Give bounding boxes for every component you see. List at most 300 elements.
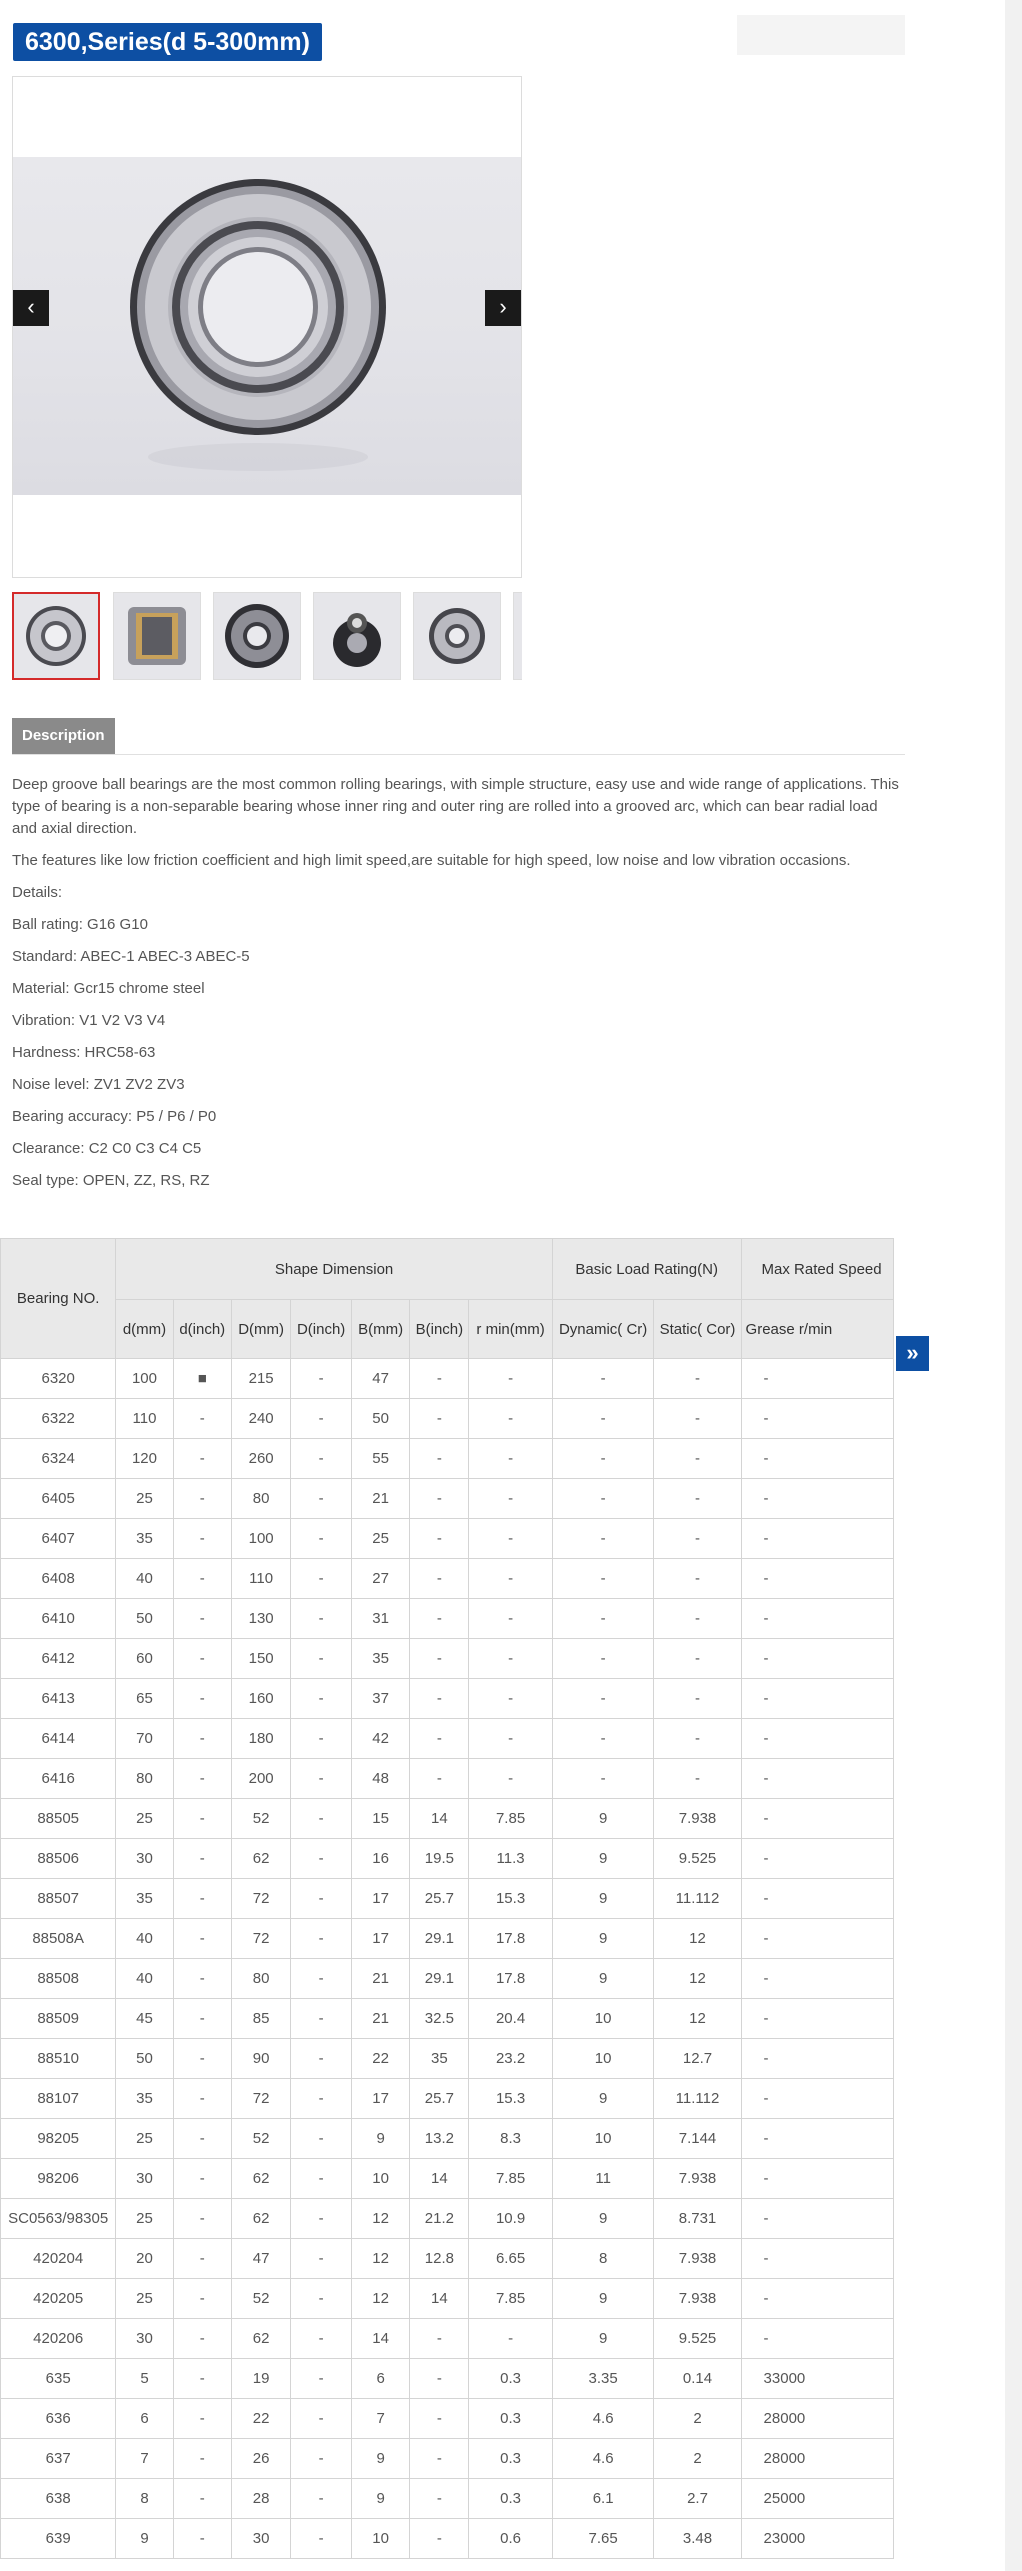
table-cell: 33000 — [741, 2359, 893, 2399]
table-row — [1, 1919, 894, 1959]
table-cell: - — [469, 1559, 552, 1599]
bearing-number-cell: 6410 — [1, 1599, 116, 1639]
table-cell: - — [741, 2199, 893, 2239]
table-cell: 130 — [231, 1599, 290, 1639]
table-row — [1, 2439, 894, 2479]
table-cell: 10 — [552, 2119, 654, 2159]
detail-line: Hardness: HRC58-63 — [12, 1044, 156, 1061]
table-cell: 12 — [654, 1959, 741, 1999]
table-row — [1, 2279, 894, 2319]
table-cell: - — [410, 1759, 469, 1799]
table-row — [1, 2119, 894, 2159]
table-cell: 7.938 — [654, 2239, 741, 2279]
table-cell: 9 — [552, 1799, 654, 1839]
table-cell: - — [173, 1999, 231, 2039]
table-cell: - — [173, 2159, 231, 2199]
product-title: 6300,Series(d 5-300mm) — [13, 23, 322, 61]
table-cell: 30 — [116, 2159, 173, 2199]
table-cell: 31 — [351, 1599, 410, 1639]
table-row — [1, 2039, 894, 2079]
table-cell: 7.938 — [654, 2279, 741, 2319]
spec-table-container[interactable] — [0, 1238, 894, 2559]
column-header: B(mm) — [351, 1300, 410, 1359]
table-cell: - — [291, 1439, 351, 1479]
table-cell: - — [410, 1559, 469, 1599]
table-cell: - — [469, 1519, 552, 1559]
table-row — [1, 1519, 894, 1559]
table-cell: ■ — [173, 1359, 231, 1399]
thumbnail-3[interactable] — [213, 592, 301, 680]
bearing-number-cell: 6405 — [1, 1479, 116, 1519]
table-cell: - — [173, 2479, 231, 2519]
column-header: Static( Cor) — [654, 1300, 741, 1359]
table-cell: - — [741, 2319, 893, 2359]
table-cell: 35 — [116, 1519, 173, 1559]
table-cell: - — [173, 1479, 231, 1519]
column-header: D(inch) — [291, 1300, 351, 1359]
bearing-number-cell: 88107 — [1, 2079, 116, 2119]
bearing-number-cell: 6416 — [1, 1759, 116, 1799]
table-cell: 17 — [351, 1919, 410, 1959]
bearing-number-cell: 98206 — [1, 2159, 116, 2199]
table-cell: - — [291, 1359, 351, 1399]
table-cell: 180 — [231, 1719, 290, 1759]
table-cell: 25.7 — [410, 2079, 469, 2119]
table-cell: - — [291, 2119, 351, 2159]
detail-line: Ball rating: G16 G10 — [12, 916, 148, 933]
table-cell: 9 — [552, 1959, 654, 1999]
tab-bar — [12, 718, 905, 755]
table-cell: 0.3 — [469, 2399, 552, 2439]
table-cell: 9.525 — [654, 2319, 741, 2359]
table-cell: - — [291, 1519, 351, 1559]
gallery-next-arrow[interactable]: › — [485, 290, 521, 326]
table-cell: - — [654, 1679, 741, 1719]
table-cell: 15.3 — [469, 1879, 552, 1919]
table-cell: 9 — [552, 2279, 654, 2319]
table-cell: 7.85 — [469, 1799, 552, 1839]
table-cell: 11.112 — [654, 1879, 741, 1919]
table-cell: - — [173, 1719, 231, 1759]
details-label: Details: — [12, 884, 63, 901]
table-cell: - — [291, 1799, 351, 1839]
header-bearing-no: Bearing NO. — [1, 1239, 116, 1359]
table-cell: - — [173, 1959, 231, 1999]
table-cell: - — [291, 1479, 351, 1519]
table-cell: 30 — [231, 2519, 290, 2559]
detail-line: Bearing accuracy: P5 / P6 / P0 — [12, 1108, 217, 1125]
bearing-number-cell: 420206 — [1, 2319, 116, 2359]
table-row — [1, 2199, 894, 2239]
bearing-number-cell: 635 — [1, 2359, 116, 2399]
table-cell: - — [173, 1599, 231, 1639]
table-cell: - — [741, 1799, 893, 1839]
table-cell: 25000 — [741, 2479, 893, 2519]
table-cell: 7.85 — [469, 2279, 552, 2319]
table-cell: 12 — [654, 1999, 741, 2039]
table-cell: - — [469, 1719, 552, 1759]
bearing-number-cell: 6320 — [1, 1359, 116, 1399]
table-cell: 47 — [231, 2239, 290, 2279]
table-cell: 19 — [231, 2359, 290, 2399]
header-max-speed: Max Rated Speed — [741, 1239, 893, 1300]
table-cell: - — [291, 1679, 351, 1719]
table-cell: - — [173, 2519, 231, 2559]
table-cell: - — [741, 2239, 893, 2279]
table-row — [1, 1479, 894, 1519]
table-cell: 11 — [552, 2159, 654, 2199]
thumbnail-6-partial[interactable] — [513, 592, 522, 680]
table-cell: - — [173, 2079, 231, 2119]
table-cell: 7 — [116, 2439, 173, 2479]
bearing-number-cell: 88506 — [1, 1839, 116, 1879]
table-cell: - — [173, 1639, 231, 1679]
table-cell: - — [173, 1759, 231, 1799]
table-cell: 37 — [351, 1679, 410, 1719]
table-cell: 10.9 — [469, 2199, 552, 2239]
table-row — [1, 1879, 894, 1919]
table-row — [1, 2519, 894, 2559]
table-cell: - — [741, 1879, 893, 1919]
table-cell: 35 — [410, 2039, 469, 2079]
table-cell: 240 — [231, 1399, 290, 1439]
table-cell: 160 — [231, 1679, 290, 1719]
table-cell: - — [173, 2399, 231, 2439]
table-cell: 14 — [351, 2319, 410, 2359]
table-row — [1, 2079, 894, 2119]
table-cell: 80 — [116, 1759, 173, 1799]
detail-line: Vibration: V1 V2 V3 V4 — [12, 1012, 166, 1029]
page-scrollbar[interactable] — [1005, 0, 1022, 2571]
bearing-number-cell: 6413 — [1, 1679, 116, 1719]
product-gallery — [12, 76, 522, 578]
table-cell: 150 — [231, 1639, 290, 1679]
table-cell: - — [741, 1559, 893, 1599]
table-cell: - — [291, 1999, 351, 2039]
table-cell: 8.731 — [654, 2199, 741, 2239]
table-cell: 45 — [116, 1999, 173, 2039]
detail-line: Standard: ABEC-1 ABEC-3 ABEC-5 — [12, 948, 250, 965]
table-cell: 3.35 — [552, 2359, 654, 2399]
table-cell: - — [552, 1639, 654, 1679]
table-cell: - — [469, 2319, 552, 2359]
bearing-number-cell: 88508 — [1, 1959, 116, 1999]
table-cell: 12.8 — [410, 2239, 469, 2279]
table-cell: 0.6 — [469, 2519, 552, 2559]
bearing-number-cell: 6407 — [1, 1519, 116, 1559]
table-cell: 16 — [351, 1839, 410, 1879]
table-cell: 65 — [116, 1679, 173, 1719]
table-row — [1, 1719, 894, 1759]
table-cell: 9 — [552, 1919, 654, 1959]
table-cell: - — [291, 2359, 351, 2399]
table-cell: 9 — [116, 2519, 173, 2559]
table-cell: - — [410, 1679, 469, 1719]
bearing-number-cell: 420204 — [1, 2239, 116, 2279]
table-cell: 14 — [410, 1799, 469, 1839]
bearing-number-cell: 6322 — [1, 1399, 116, 1439]
table-row — [1, 1679, 894, 1719]
table-cell: 7.938 — [654, 2159, 741, 2199]
table-row — [1, 2319, 894, 2359]
table-cell: 85 — [231, 1999, 290, 2039]
table-cell: 9 — [552, 1879, 654, 1919]
table-cell: 30 — [116, 1839, 173, 1879]
table-cell: 9 — [552, 2079, 654, 2119]
table-cell: 13.2 — [410, 2119, 469, 2159]
table-cell: 40 — [116, 1919, 173, 1959]
table-cell: 8 — [552, 2239, 654, 2279]
table-cell: - — [410, 2439, 469, 2479]
thumbnail-1[interactable] — [12, 592, 100, 680]
table-cell: 25 — [116, 2199, 173, 2239]
table-cell: 215 — [231, 1359, 290, 1399]
table-cell: - — [741, 1359, 893, 1399]
table-cell: 17.8 — [469, 1919, 552, 1959]
table-cell: - — [291, 2079, 351, 2119]
table-row — [1, 2359, 894, 2399]
table-cell: - — [410, 2519, 469, 2559]
bearing-number-cell: 6324 — [1, 1439, 116, 1479]
table-cell: 6.1 — [552, 2479, 654, 2519]
table-cell: 28 — [231, 2479, 290, 2519]
table-cell: - — [291, 1959, 351, 1999]
table-row — [1, 1559, 894, 1599]
bearing-number-cell: 636 — [1, 2399, 116, 2439]
table-cell: - — [469, 1439, 552, 1479]
table-cell: 23000 — [741, 2519, 893, 2559]
table-cell: - — [173, 2279, 231, 2319]
table-cell: - — [654, 1559, 741, 1599]
detail-line: Material: Gcr15 chrome steel — [12, 980, 205, 997]
table-cell: - — [173, 1879, 231, 1919]
table-cell: 17.8 — [469, 1959, 552, 1999]
table-row — [1, 1599, 894, 1639]
table-cell: - — [741, 2079, 893, 2119]
table-cell: 9 — [552, 1839, 654, 1879]
table-cell: 80 — [231, 1479, 290, 1519]
table-cell: 6 — [351, 2359, 410, 2399]
detail-line: Noise level: ZV1 ZV2 ZV3 — [12, 1076, 185, 1093]
table-cell: 52 — [231, 1799, 290, 1839]
bearing-number-cell: 88505 — [1, 1799, 116, 1839]
table-cell: 110 — [116, 1399, 173, 1439]
table-cell: 20 — [116, 2239, 173, 2279]
table-cell: 42 — [351, 1719, 410, 1759]
table-cell: - — [173, 2119, 231, 2159]
table-cell: 72 — [231, 2079, 290, 2119]
table-cell: 25 — [116, 2119, 173, 2159]
table-cell: 15 — [351, 1799, 410, 1839]
table-cell: - — [410, 2359, 469, 2399]
table-cell: - — [552, 1679, 654, 1719]
table-cell: - — [173, 1679, 231, 1719]
table-cell: - — [291, 2519, 351, 2559]
table-cell: 8.3 — [469, 2119, 552, 2159]
header-load-rating: Basic Load Rating(N) — [552, 1239, 741, 1300]
table-cell: - — [654, 1519, 741, 1559]
table-cell: - — [741, 2159, 893, 2199]
bearing-number-cell: 88510 — [1, 2039, 116, 2079]
column-header: B(inch) — [410, 1300, 469, 1359]
table-cell: - — [291, 2159, 351, 2199]
table-cell: - — [291, 1839, 351, 1879]
table-cell: - — [741, 1919, 893, 1959]
table-cell: - — [291, 2319, 351, 2359]
table-cell: 52 — [231, 2279, 290, 2319]
table-cell: 12 — [654, 1919, 741, 1959]
table-cell: - — [469, 1639, 552, 1679]
table-cell: - — [173, 2359, 231, 2399]
table-cell: 15.3 — [469, 2079, 552, 2119]
table-cell: 21 — [351, 1479, 410, 1519]
bearing-number-cell: 639 — [1, 2519, 116, 2559]
table-cell: 25 — [116, 1799, 173, 1839]
description-paragraph: Deep groove ball bearings are the most common rolling bearings, with simple structure, easy use and wide range of applications. This type of bearing is a non-separable bearing whose inner ring and outer ring are rolled into a grooved arc, which can bear radial load and axial direction. — [12, 776, 899, 837]
search-box[interactable] — [737, 15, 905, 55]
table-cell: 23.2 — [469, 2039, 552, 2079]
table-cell: 14 — [410, 2279, 469, 2319]
table-cell: 90 — [231, 2039, 290, 2079]
table-cell: - — [173, 2439, 231, 2479]
table-cell: - — [291, 1599, 351, 1639]
table-cell: - — [741, 1519, 893, 1559]
table-cell: - — [173, 1399, 231, 1439]
table-cell: 110 — [231, 1559, 290, 1599]
table-cell: 260 — [231, 1439, 290, 1479]
product-photo — [13, 157, 521, 495]
gallery-prev-arrow[interactable]: ‹ — [13, 290, 49, 326]
spec-table — [0, 1238, 894, 2559]
table-cell: 120 — [116, 1439, 173, 1479]
table-cell: 25 — [116, 1479, 173, 1519]
table-cell: 21 — [351, 1959, 410, 1999]
table-scroll-right-button[interactable]: » — [896, 1336, 929, 1371]
table-cell: - — [741, 1759, 893, 1799]
table-cell: - — [173, 2239, 231, 2279]
table-cell: 47 — [351, 1359, 410, 1399]
table-cell: - — [552, 1759, 654, 1799]
description-paragraph: The features like low friction coefficient and high limit speed,are suitable for high speed, low noise and low vibration occasions. — [12, 852, 851, 869]
table-cell: - — [410, 1639, 469, 1679]
table-cell: 9.525 — [654, 1839, 741, 1879]
table-cell: - — [552, 1719, 654, 1759]
table-cell: - — [291, 1399, 351, 1439]
table-cell: - — [741, 2039, 893, 2079]
table-cell: - — [469, 1479, 552, 1519]
table-row — [1, 1959, 894, 1999]
table-cell: 60 — [116, 1639, 173, 1679]
table-cell: - — [173, 1439, 231, 1479]
bearing-number-cell: 98205 — [1, 2119, 116, 2159]
table-cell: - — [291, 1719, 351, 1759]
table-cell: 10 — [351, 2159, 410, 2199]
column-header: Grease r/min — [741, 1300, 893, 1359]
detail-line: Seal type: OPEN, ZZ, RS, RZ — [12, 1172, 210, 1189]
table-cell: 62 — [231, 1839, 290, 1879]
table-cell: - — [552, 1599, 654, 1639]
column-header: D(mm) — [231, 1300, 290, 1359]
table-cell: - — [552, 1359, 654, 1399]
table-cell: - — [173, 2039, 231, 2079]
thumbnail-strip — [12, 592, 522, 684]
table-cell: 6 — [116, 2399, 173, 2439]
table-cell: 8 — [116, 2479, 173, 2519]
table-cell: - — [173, 1919, 231, 1959]
table-cell: 12 — [351, 2239, 410, 2279]
table-cell: 22 — [351, 2039, 410, 2079]
table-cell: - — [410, 1359, 469, 1399]
table-cell: 0.3 — [469, 2359, 552, 2399]
table-cell: - — [654, 1759, 741, 1799]
table-cell: - — [291, 1879, 351, 1919]
table-cell: - — [654, 1719, 741, 1759]
table-cell: 2 — [654, 2439, 741, 2479]
table-cell: - — [173, 1799, 231, 1839]
table-cell: 10 — [351, 2519, 410, 2559]
tab-description[interactable]: Description — [12, 718, 115, 754]
table-cell: - — [654, 1479, 741, 1519]
table-cell: 28000 — [741, 2439, 893, 2479]
bearing-number-cell: 638 — [1, 2479, 116, 2519]
bearing-number-cell: SC0563/98305 — [1, 2199, 116, 2239]
table-cell: - — [552, 1479, 654, 1519]
table-cell: 9 — [351, 2479, 410, 2519]
table-cell: - — [741, 1959, 893, 1999]
table-cell: - — [410, 1479, 469, 1519]
table-cell: 9 — [351, 2119, 410, 2159]
bearing-number-cell: 637 — [1, 2439, 116, 2479]
table-cell: - — [469, 1759, 552, 1799]
table-cell: - — [741, 1479, 893, 1519]
table-cell: - — [291, 2239, 351, 2279]
table-cell: - — [654, 1599, 741, 1639]
thumbnail-2[interactable] — [113, 592, 201, 680]
table-cell: 12.7 — [654, 2039, 741, 2079]
table-cell: - — [552, 1559, 654, 1599]
table-row — [1, 1839, 894, 1879]
column-header: Dynamic( Cr) — [552, 1300, 654, 1359]
table-cell: - — [741, 1439, 893, 1479]
table-cell: 4.6 — [552, 2439, 654, 2479]
table-cell: - — [291, 1759, 351, 1799]
table-cell: 50 — [116, 2039, 173, 2079]
thumbnail-5[interactable] — [413, 592, 501, 680]
table-cell: 21 — [351, 1999, 410, 2039]
table-cell: 28000 — [741, 2399, 893, 2439]
table-row — [1, 1399, 894, 1439]
table-cell: - — [552, 1399, 654, 1439]
table-cell: 11.3 — [469, 1839, 552, 1879]
table-cell: 9 — [351, 2439, 410, 2479]
table-cell: - — [410, 2399, 469, 2439]
table-cell: - — [173, 1839, 231, 1879]
table-cell: 62 — [231, 2159, 290, 2199]
thumbnail-4[interactable] — [313, 592, 401, 680]
table-cell: - — [410, 1719, 469, 1759]
bearing-number-cell: 6414 — [1, 1719, 116, 1759]
table-cell: 12 — [351, 2279, 410, 2319]
table-cell: 35 — [116, 2079, 173, 2119]
table-cell: 9 — [552, 2199, 654, 2239]
table-cell: 25.7 — [410, 1879, 469, 1919]
table-cell: 2 — [654, 2399, 741, 2439]
column-header: d(mm) — [116, 1300, 173, 1359]
table-cell: - — [741, 1639, 893, 1679]
table-cell: 3.48 — [654, 2519, 741, 2559]
table-cell: 25 — [116, 2279, 173, 2319]
table-cell: - — [410, 2319, 469, 2359]
